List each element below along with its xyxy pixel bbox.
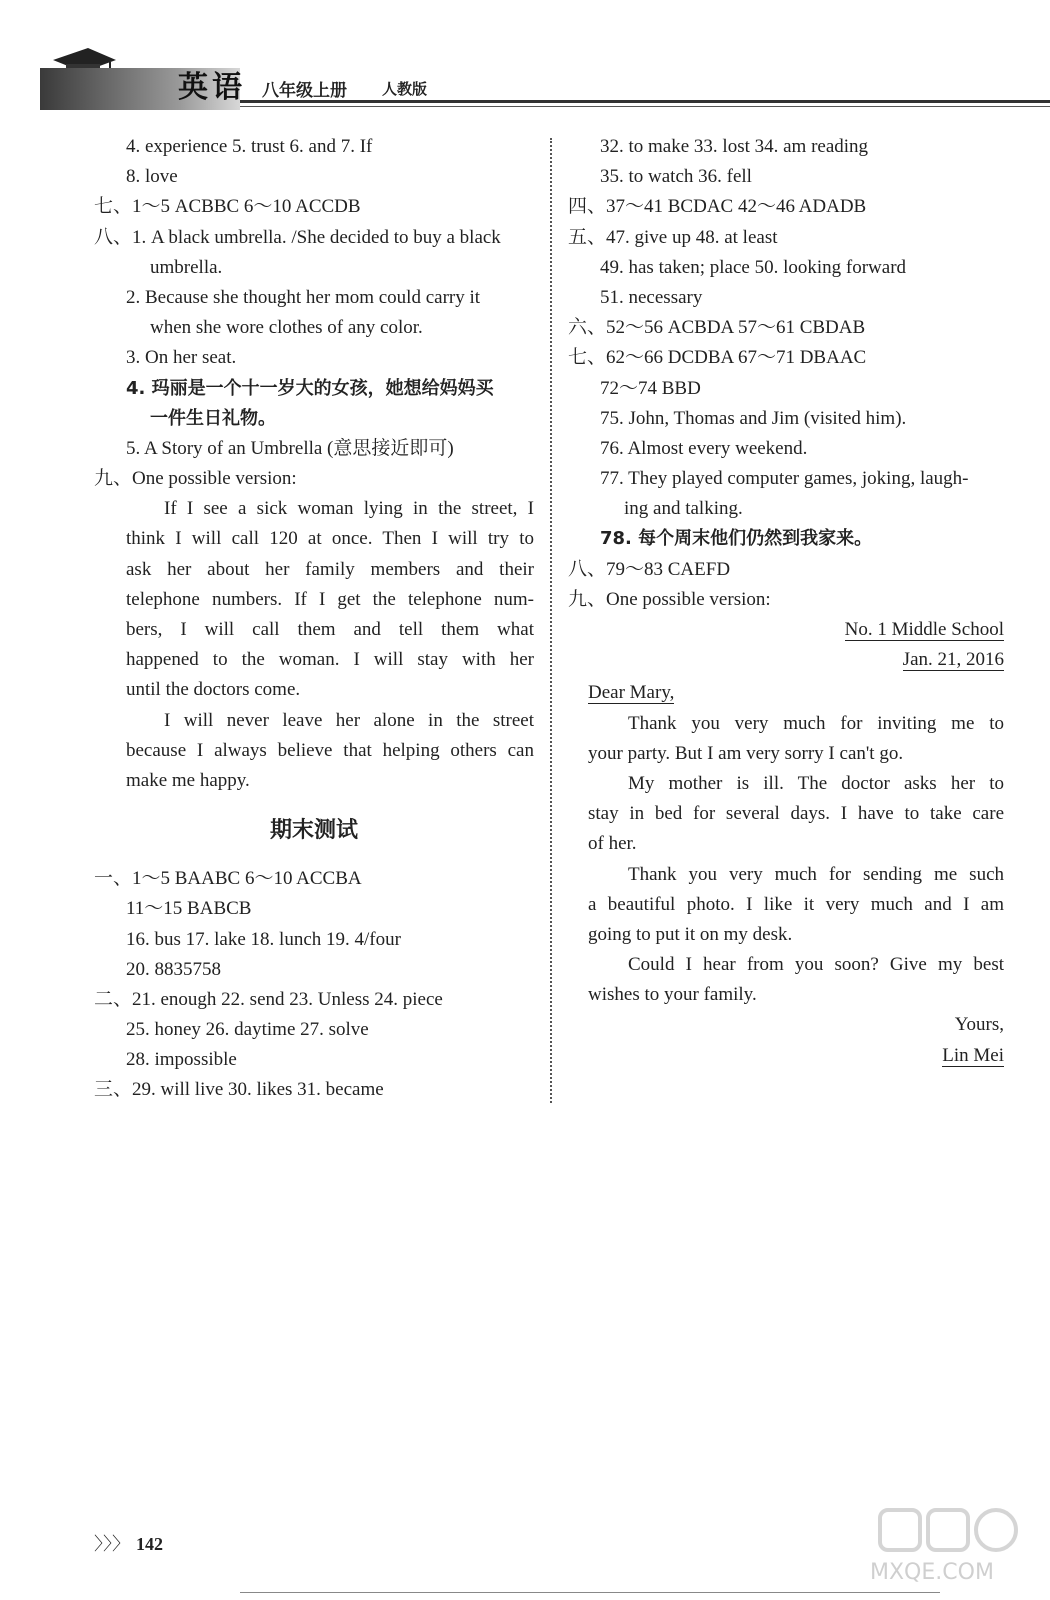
essay-line: ask her about her family members and their xyxy=(126,558,534,580)
essay-line: think I will call 120 at once. Then I will try to xyxy=(126,528,534,550)
answer-line: 35. to watch 36. fell xyxy=(600,166,752,188)
answer-line: 8. love xyxy=(126,166,178,188)
watermark xyxy=(870,1505,1030,1585)
answer-line: umbrella. xyxy=(150,256,223,278)
watermark-text: MXQE.COM xyxy=(870,1560,994,1585)
essay-line: make me happy. xyxy=(126,769,250,791)
answer-line-chinese: 78. 每个周末他们仍然到我家来。 xyxy=(600,528,873,550)
letter-line: your party. But I am very sorry I can't go. xyxy=(588,742,904,764)
letter-line: Thank you very much for inviting me to xyxy=(628,712,1004,734)
essay-line: I will never leave her alone in the street xyxy=(164,709,534,731)
final-test-heading: 期末测试 xyxy=(269,818,358,844)
answer-line: 76. Almost every weekend. xyxy=(600,437,808,459)
answer-line: 四、37～41 BCDAC 42～46 ADADB xyxy=(568,196,867,218)
final-answer-line: 16. bus 17. lake 18. lunch 19. 4/four xyxy=(126,928,401,950)
letter-line: stay in bed for several days. I have to take care xyxy=(588,803,1004,825)
answer-line: 2. Because she thought her mom could carry it xyxy=(126,286,481,308)
final-answer-line: 28. impossible xyxy=(126,1049,237,1071)
page-footer xyxy=(94,1530,163,1556)
answer-line: 49. has taken; place 50. looking forward xyxy=(600,256,907,278)
bottom-rule xyxy=(240,1592,940,1593)
answer-line: 51. necessary xyxy=(600,286,703,308)
answer-line-chinese: 一件生日礼物。 xyxy=(150,407,276,429)
letter-signature xyxy=(568,1041,1004,1071)
letter-line: My mother is ill. The doctor asks her to xyxy=(628,772,1004,794)
answer-line: 32. to make 33. lost 34. am reading xyxy=(600,136,869,157)
final-answer-line: 三、29. will live 30. likes 31. became xyxy=(94,1079,384,1101)
final-answer-line: 20. 8835758 xyxy=(126,958,221,980)
section-8-answer: 八、1. A black umbrella. /She decided to buy a black xyxy=(94,226,501,248)
page-header xyxy=(0,40,1050,115)
letter-date xyxy=(568,645,1004,675)
watermark-logo-icon xyxy=(870,1505,1030,1560)
chevrons-icon: 〉〉〉 xyxy=(94,1534,130,1555)
column-divider xyxy=(550,138,552,1103)
answer-line: 5. A Story of an Umbrella (意思接近即可) xyxy=(126,437,454,459)
answer-line: 七、62～66 DCDBA 67～71 DBAAC xyxy=(568,347,867,369)
right-column xyxy=(568,132,1004,1071)
header-rule xyxy=(240,100,1050,103)
date-text: Jan. 21, 2016 xyxy=(902,649,1004,671)
grade-label: 八年级上册 xyxy=(262,81,347,101)
letter-line: a beautiful photo. I like it very much and I am xyxy=(588,893,1004,915)
section-7-answers: 七、1～5 ACBBC 6～10 ACCDB xyxy=(94,196,361,218)
greeting-text: Dear Mary, xyxy=(588,682,675,704)
letter-greeting xyxy=(568,678,1004,708)
answer-line: ing and talking. xyxy=(624,498,743,520)
section-9-title: 九、One possible version: xyxy=(94,468,297,490)
answer-line: 75. John, Thomas and Jim (visited him). xyxy=(600,407,907,429)
answer-line: 3. On her seat. xyxy=(126,347,237,369)
letter-line: going to put it on my desk. xyxy=(588,923,793,945)
school-name: No. 1 Middle School xyxy=(844,619,1004,640)
essay-line: bers, I will call them and tell them what xyxy=(126,619,534,640)
answer-line: 72～74 BBD xyxy=(600,377,701,399)
answer-line: 六、52～56 ACBDA 57～61 CBDAB xyxy=(568,317,866,339)
final-answer-line: 25. honey 26. daytime 27. solve xyxy=(126,1019,369,1041)
essay-line: because I always believe that helping others can xyxy=(126,739,534,761)
answer-line: 五、47. give up 48. at least xyxy=(568,226,778,248)
header-rule-thin xyxy=(240,106,1050,107)
letter-line: wishes to your family. xyxy=(588,984,757,1006)
section-9-title: 九、One possible version: xyxy=(568,588,771,610)
answer-line-chinese: 4. 玛丽是一个十一岁大的女孩，她想给妈妈买 xyxy=(126,377,494,399)
essay-line: If I see a sick woman lying in the street, I xyxy=(164,498,534,520)
final-answer-line: 11～15 BABCB xyxy=(126,898,252,920)
signature-text: Lin Mei xyxy=(942,1044,1004,1066)
final-answer-line: 一、1～5 BAABC 6～10 ACCBA xyxy=(94,868,362,890)
letter-line: Could I hear from you soon? Give my best xyxy=(628,954,1004,976)
essay-line: telephone numbers. If I get the telephone num- xyxy=(126,588,534,610)
letter-line: Thank you very much for sending me such xyxy=(628,863,1004,885)
answer-line: 八、79～83 CAEFD xyxy=(568,558,731,580)
left-column xyxy=(94,132,534,1106)
edition-label: 人教版 xyxy=(382,80,428,98)
final-answer-line: 二、21. enough 22. send 23. Unless 24. piece xyxy=(94,988,443,1010)
answer-line: 77. They played computer games, joking, laugh- xyxy=(600,468,969,490)
answer-line: when she wore clothes of any color. xyxy=(150,317,423,339)
essay-line: until the doctors come. xyxy=(126,679,301,701)
letter-address xyxy=(568,615,1004,645)
letter-closing: Yours, xyxy=(954,1014,1004,1036)
subject-title: 英语 xyxy=(178,70,246,105)
essay-line: happened to the woman. I will stay with her xyxy=(126,649,534,671)
letter-line: of her. xyxy=(588,833,637,855)
page-number: 142 xyxy=(136,1534,163,1554)
answer-line: 4. experience 5. trust 6. and 7. If xyxy=(126,136,373,157)
